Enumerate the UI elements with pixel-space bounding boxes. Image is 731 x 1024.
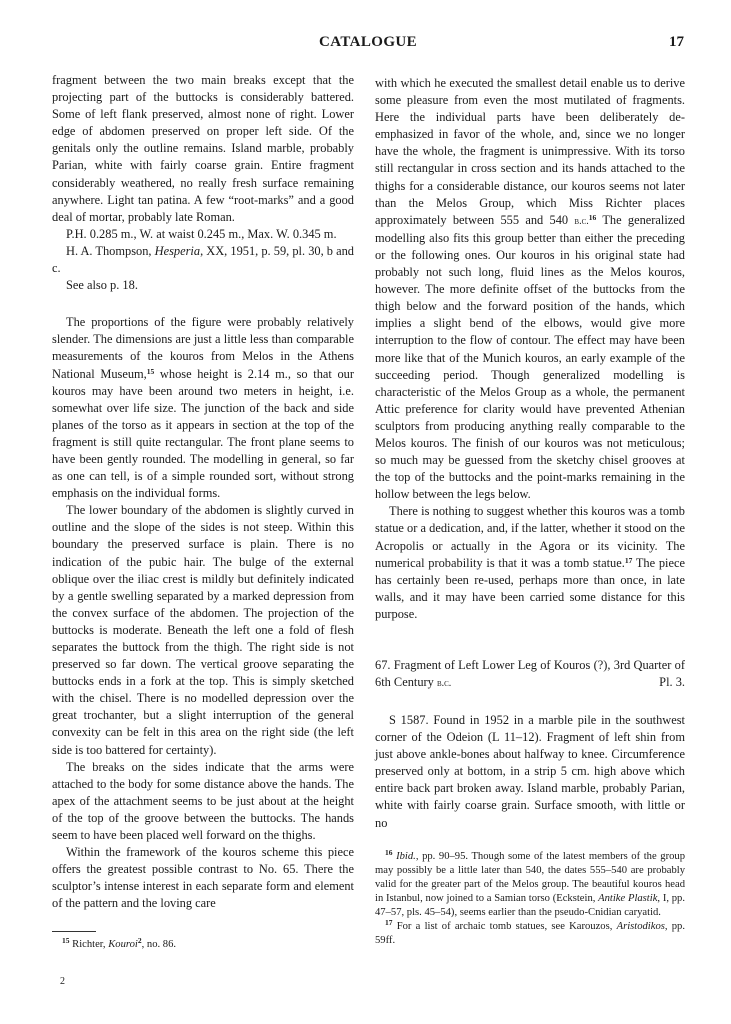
- paragraph: [375, 75, 685, 503]
- footnote-divider: [52, 931, 96, 932]
- era-abbrev: b.c.: [436, 678, 452, 689]
- text-run: , pp. 59ff.: [375, 920, 685, 946]
- text-run: , I, pp. 47–57, pls. 45–54), seems earlier than the pseudo-Cnidian caryatid.: [375, 892, 685, 918]
- catalogue-entry-heading: [375, 657, 685, 692]
- footnote-16: [375, 847, 685, 920]
- paragraph: Within the framework of the kouros scheme this piece offers the greatest possible contrast to No. 65. There the sculptor’s intense interest in each separate form and element of the pattern and the loving care: [52, 845, 354, 911]
- footnote-17: [375, 917, 685, 948]
- footnote-title: Aristodikos: [616, 920, 665, 932]
- page-header: [52, 34, 684, 54]
- footnote-ibid: Ibid.: [396, 850, 416, 862]
- text-run: whose height is 2.14 m., so that our kouros may have been around two meters in height, i.e. somewhat over life size. The junction of the back and side planes of the torso as it appears in section at the top of the fragment is still quite rectangular. The front plane seems to have been gently rounded. The modelling in general, so far as one can tell, is of a simple rounded sort, without strong emphasis on the individual forms.: [52, 366, 354, 501]
- text-run: with which he executed the smallest detail enable us to derive some pleasure from even the most mutilated of fragments. Here the individual parts have been deliberately de-emphasized in favor of the whole, and, since we no longer have the whole, the fragment is unimpressive. With its torso still rectangular in cross section and its hands attached to the thighs for a considerable distance, our kouros seems not later than the Melos Group, which Miss Richter places approximately between 555 and 540: [375, 76, 685, 227]
- running-title: CATALOGUE: [318, 34, 418, 50]
- text-run: For a list of archaic tomb statues, see Karouzos,: [392, 920, 617, 932]
- paragraph: [52, 314, 354, 502]
- paragraph: The breaks on the sides indicate that the arms were attached to the body for some distance above the hands. The apex of the attachment seems to be just about at the height of the top of the groove between the buttocks. The hands seem to have been placed well forward on the thighs.: [52, 759, 354, 843]
- text-run: The generalized modelling also fits this group better than either the preceding or the following ones. Our kouros in his original state had probably not such long, fluid lines as the Melos kouros, however. The more definite offset of the buttocks from the thigh below and the forward position of the hands, which implies a slight bend of the elbows, would give more interruption to the flow of contour. The effect may have been more like that of the Munich kouros, an early example of the succeeding period. Though generalized modelling is characteristic of the Melos Group as a whole, the permanent Attic preference for clarity would have prevented Athenian sculptors from producing anything really comparable to the Melos kouros. The finish of our kouros was not meticulous; so much may be guessed from the sketchy chisel grooves at the top of the buttocks and the point-marks remaining in the hollow between the legs below.: [375, 212, 685, 502]
- footnote-ref: 17: [624, 555, 633, 565]
- measurements: P.H. 0.285 m., W. at waist 0.245 m., Max. W. 0.345 m.: [66, 226, 337, 241]
- bibliography-journal: Hesperia: [154, 243, 201, 258]
- footnote-15: [52, 935, 354, 952]
- text-run: There is nothing to suggest whether this kouros was a tomb statue or a dedication, and, if the latter, whether it stood on the Acropolis or actually in the Agora or its vicinity. The numerical probability is that it was a tomb statue.: [375, 504, 685, 570]
- entry-title: 67. Fragment of Left Lower Leg of Kouros (?), 3rd Quarter of 6th Century: [375, 658, 685, 689]
- see-also: See also p. 18.: [66, 278, 138, 293]
- footnote-ref: 15: [146, 366, 155, 376]
- footnote-title: Antike Plastik: [598, 892, 658, 904]
- text-run: , pp. 90–95. Though some of the latest members of the group may possibly be a little later than 540, the dates 555–540 are probably valid for the greater part of the Melos group. The beautiful kouros head in Istanbul, now joined to a Samian torso (Eckstein,: [375, 850, 685, 904]
- text-run: Richter,: [69, 938, 109, 950]
- plate-reference: Pl. 3.: [659, 675, 685, 689]
- paragraph: fragment between the two main breaks except that the projecting part of the buttocks is considerably battered. Some of left flank preserved, almost none of right. Lower edge of abdomen preserved on proper left side. Of the genitals only the outline remains. Island marble, probably Parian, white with fairly coarse grain. Entire fragment considerably weathered, no really fresh surface remaining anywhere. Light tan patina. A few “root-marks” and a good deal of mortar, probably late Roman.: [52, 73, 354, 224]
- bibliography-rest: , XX, 1951, p. 59, pl. 30, b and c.: [52, 243, 354, 276]
- text-run: The proportions of the figure were probably relatively slender. The dimensions are just a little less than comparable measurements of the kouros from Melos in the Athens National Museum,: [52, 315, 354, 381]
- right-column: [375, 75, 685, 948]
- text-run: , no. 86.: [141, 938, 177, 950]
- paragraph: S 1587. Found in 1952 in a marble pile in the southwest corner of the Odeion (L 11–12). Fragment of left shin from just above ankle-bones about halfway to knee. Circumference preserved only at bottom, in a strip 5 cm. high above which entire back part broken away. Island marble, probably Parian, white with fairly coarse grain. Surface smooth, with little or no: [375, 713, 685, 830]
- page-number: 17: [669, 34, 684, 50]
- footnote-title: Kouroi: [108, 938, 138, 950]
- bibliography: [52, 243, 354, 277]
- footnote-number: 15: [62, 935, 70, 945]
- paragraph: [375, 503, 685, 623]
- footnote-ref: 16: [588, 212, 597, 222]
- footnote-number: 17: [385, 917, 393, 927]
- bibliography-author: H. A. Thompson,: [66, 243, 155, 258]
- paragraph: The lower boundary of the abdomen is slightly curved in outline and the slope of the sides is not steep. Within this boundary the preserved surface is plain. There is no indication of the pubic hair. The bulge of the external oblique over the iliac crest is mildly but definitely indicated by a gentle swelling separated by a marked depression from the convex surface of the abdomen. The projection of the buttocks is moderate. Beneath the left one a fold of flesh separates the buttock from the thigh. The right side is not preserved so far down. The vertical groove separating the buttocks ends in a fork at the top. This is simply sketched with the chisel. There is no modelled depression over the great trochanter, but a slight interruption of the general convexity can be felt in this area on the right side (the left side is too battered for certainty).: [52, 503, 354, 757]
- superscript: 2: [137, 935, 142, 945]
- left-column: [52, 72, 354, 952]
- era-abbrev: b.c.: [574, 215, 589, 227]
- text-run: The piece has certainly been re-used, perhaps more than once, in late walls, and it may have been carried some distance for this purpose.: [375, 555, 685, 621]
- footnote-number: 16: [385, 847, 393, 857]
- signature-mark: 2: [60, 976, 65, 987]
